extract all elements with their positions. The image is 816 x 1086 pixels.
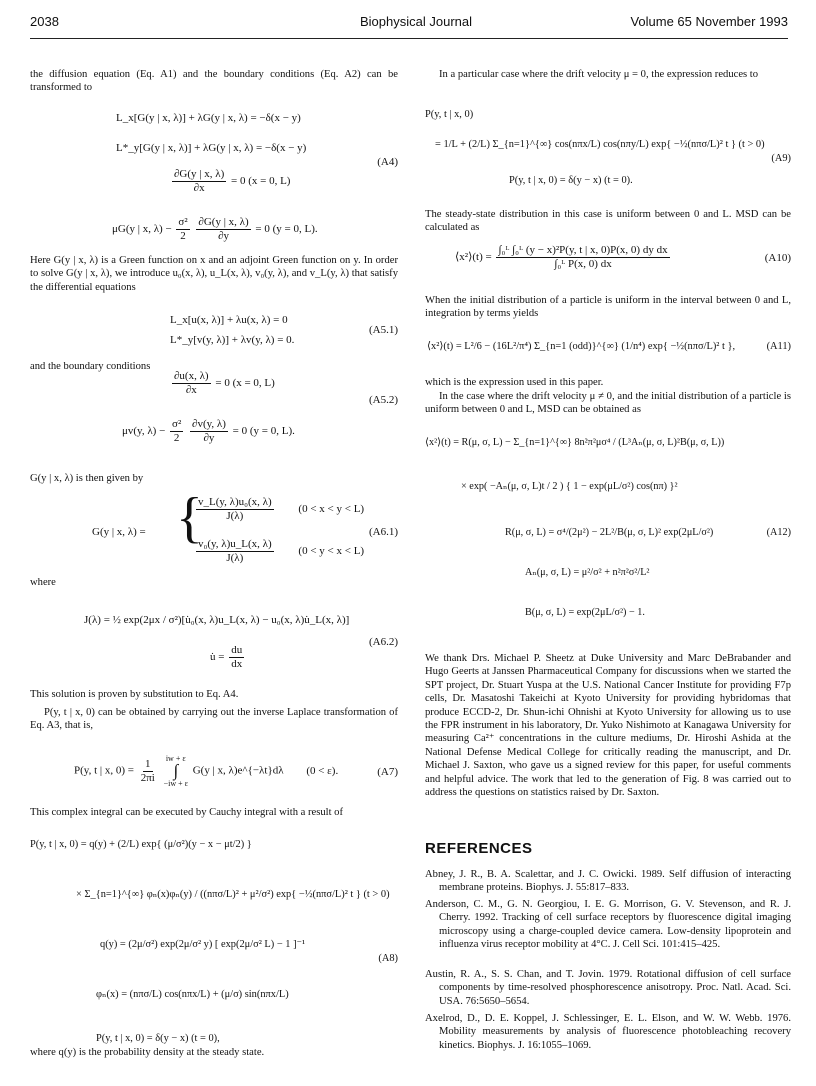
eq-a8-line1: P(y, t | x, 0) = q(y) + (2/L) exp{ (μ/σ²)(y − x − μt/2) } bbox=[30, 839, 252, 850]
eq-a52-line2: μv(y, λ) − $\frac{\text{σ²}}{2}$ $\frac{\partial v(y, \lambda)}{\partial y}$ = 0 (y = 0, L). bbox=[122, 418, 295, 444]
eq-a4-line1: L_x[G(y | x, λ)] + λG(y | x, λ) = −δ(x − y) bbox=[116, 112, 301, 124]
equation-a8 bbox=[30, 828, 398, 1068]
equation-a10 bbox=[425, 240, 791, 280]
cauchy-paragraph: This complex integral can be executed by Cauchy integral with a result of bbox=[30, 807, 343, 818]
eq-a8-line4: φₙ(x) = (nπσ/L) cos(nπx/L) + (μ/σ) sin(nπx/L) bbox=[96, 989, 289, 1000]
eq-a8-line2: × Σ_{n=1}^{∞} φₙ(x)φₙ(y) / ((nπσ/L)² + μ²/σ²) exp{ −½(nπσ/L)² t } (t > 0) bbox=[76, 889, 390, 900]
eq-a62-line1: J(λ) = ½ exp(2μx / σ²)[u̇₀(x, λ)u_L(x, λ) − u₀(x, λ)u̇_L(x, λ)] bbox=[84, 614, 350, 626]
where-paragraph: where bbox=[30, 577, 56, 588]
eq-a10-body: ⟨x²⟩(t) = $\frac{\text{∫₀ᴸ ∫₀ᴸ (y − x)²P(y, t | x, 0)P(x, 0) dy dx}}{\text{∫₀ᴸ P(x, 0) dx}}$ bbox=[455, 244, 668, 270]
eq-a51-line2: L*_y[v(y, λ)] + λv(y, λ) = 0. bbox=[170, 334, 295, 346]
uniform-paragraph: When the initial distribution of a particle is uniform in the interval between 0 and L, integration by terms yields bbox=[425, 295, 791, 320]
equation-a6-2 bbox=[30, 614, 398, 678]
reference-item: Anderson, C. M., G. N. Georgiou, I. E. G. Morrison, G. V. Stevenson, and R. J. Cherry. 1992. Tracking of cell surface receptors by fluorescence digital imaging microscopy using a charge-coupled device camera. Low-density lipoprotein and influenza virus receptor mobility at 4°C. J. Cell Sci. 101:415–425. bbox=[425, 899, 791, 951]
running-header bbox=[30, 14, 788, 34]
eq-a61-case1: $\frac{\text{v\_L(y, λ)u₀(x, λ)}}{J(\lambda)}$ (0 < x < y < L) bbox=[198, 496, 365, 522]
eq-a4-line2: L*_y[G(y | x, λ)] + λG(y | x, λ) = −δ(x − y) bbox=[116, 142, 307, 154]
equation-a6-1 bbox=[30, 487, 398, 582]
intro-paragraph: the diffusion equation (Eq. A1) and the boundary conditions (Eq. A2) can be transformed to bbox=[30, 69, 398, 94]
eq-a61-lhs: G(y | x, λ) = bbox=[92, 526, 146, 538]
eq-a4-number: (A4) bbox=[377, 156, 398, 168]
steady-distribution-paragraph: The steady-state distribution in this case is uniform between 0 and L. MSD can be calculated as bbox=[425, 209, 791, 234]
drift-paragraph: In a particular case where the drift velocity μ = 0, the expression reduces to bbox=[439, 69, 759, 80]
eq-a7-number: (A7) bbox=[377, 766, 398, 778]
eq-a11-line: ⟨x²⟩(t) = L²/6 − (16L²/π⁴) Σ_{n=1 (odd)}^{∞} (1/n⁴) exp{ −½(nπσ/L)² t }, bbox=[427, 341, 736, 352]
equation-a9 bbox=[425, 108, 791, 198]
eq-a9-line1: = 1/L + (2/L) Σ_{n=1}^{∞} cos(nπx/L) cos(nπy/L) exp{ −½(nπσ/L)² t } (t > 0) bbox=[435, 139, 765, 150]
eq-a10-number: (A10) bbox=[764, 252, 791, 264]
eq-a52-number: (A5.2) bbox=[368, 394, 398, 406]
journal-title: Biophysical Journal bbox=[360, 14, 473, 29]
eq-a8-number: (A8) bbox=[378, 953, 398, 964]
volume-info: Volume 65 November 1993 bbox=[630, 14, 788, 29]
equation-a5-2 bbox=[30, 370, 398, 460]
eq-a7-body: P(y, t | x, 0) = $\frac{1}{2\pi i}$ iw + ε ∫ −iw + ε G(y | x, λ)e^{−λt}dλ (0 < ε). bbox=[74, 754, 339, 788]
eq-a11-number: (A11) bbox=[766, 341, 791, 352]
eq-a51-number: (A5.1) bbox=[368, 324, 398, 336]
eq-a4-line3: $\frac{\partial G(y | x, \lambda)}{\partial x}$ = 0 (x = 0, L) bbox=[174, 168, 291, 194]
reference-item: Austin, R. A., S. S. Chan, and T. Jovin. 1979. Rotational diffusion of cell surface components by time-resolved phosphorescence anisotropy. Proc. Natl. Acad. Sci. USA. 76:5650–5654. bbox=[425, 969, 791, 1007]
eq-a62-line2: u̇ = $\frac{du}{dx}$ bbox=[210, 644, 243, 670]
eq-a9-line0: P(y, t | x, 0) bbox=[425, 109, 474, 120]
acknowledgment-paragraph: We thank Drs. Michael P. Sheetz at Duke University and Marc DeBrabander and Hugo Geerts at Janssen Pharmaceutical Company for discussions when we started the SPT project, Dr. Stuart Yuspa at the U.S. National Cancer Institute for providing F7p cells, Dr. Masatoshi Takeichi at Kyoto University for providing hybridomas that produce ECCD-2, Dr. Shun-ichi Ohnishi at Kyoto University for allowing us to use the FPR instrument in his laboratory, Dr. Yuko Nishimoto at Kanagawa University for measuring Ca²⁺ concentrations in the culture mediums, Dr. Hiroshi Ashida at the National Defense Medical College for critically reading the manuscript, and Dr. Michael J. Saxton, who gave us a signed review for this paper, for useful comments and helpful advice. The work that led to the generation of Fig. 8 was carried out to address the questions on statistics raised by Dr. Saxton. bbox=[425, 653, 791, 799]
eq-a51-line1: L_x[u(x, λ)] + λu(x, λ) = 0 bbox=[170, 314, 288, 326]
eq-a8-line3: q(y) = (2μ/σ²) exp(2μ/σ² y) [ exp(2μ/σ² L) − 1 ]⁻¹ bbox=[100, 939, 306, 950]
eq-a9-line2: P(y, t | x, 0) = δ(y − x) (t = 0). bbox=[509, 175, 633, 186]
eq-a12-line2: × exp( −Aₙ(μ, σ, L)t / 2 ) { 1 − exp(μL/σ²) cos(nπ) }² bbox=[461, 481, 678, 492]
used-paragraph: which is the expression used in this paper. bbox=[425, 377, 604, 388]
eq-a12-line3: R(μ, σ, L) = σ⁴/(2μ²) − 2L²/B(μ, σ, L)² exp(2μL/σ²) bbox=[505, 527, 714, 538]
given-paragraph: G(y | x, λ) is then given by bbox=[30, 473, 144, 484]
equation-a11 bbox=[425, 332, 791, 366]
eq-a8-line5: P(y, t | x, 0) = δ(y − x) (t = 0), bbox=[96, 1033, 220, 1044]
green-function-paragraph: Here G(y | x, λ) is a Green function on x and an adjoint Green function on y. In order to solve G(y | x, λ), we introduce u₀(x, λ), u_L(x, λ), v₀(y, λ), and v_L(y, λ) that satisfy the differential equations bbox=[30, 255, 398, 293]
boundary-paragraph: and the boundary conditions bbox=[30, 361, 151, 372]
steady-state-paragraph: where q(y) is the probability density at the steady state. bbox=[30, 1047, 265, 1058]
equation-a7 bbox=[30, 740, 398, 796]
equation-a4 bbox=[30, 112, 398, 272]
reference-item: Abney, J. R., B. A. Scalettar, and J. C. Owicki. 1989. Self diffusion of interacting membrane proteins. Biophys. J. 55:817–833. bbox=[425, 869, 791, 894]
eq-a52-line1: $\frac{\partial u(x, \lambda)}{\partial x}$ = 0 (x = 0, L) bbox=[174, 370, 275, 396]
eq-a62-number: (A6.2) bbox=[368, 636, 398, 648]
proven-paragraph: This solution is proven by substitution to Eq. A4. bbox=[30, 689, 239, 700]
eq-a61-case2: $\frac{\text{v₀(y, λ)u\_L(x, λ)}}{J(\lambda)}$ (0 < y < x < L) bbox=[198, 538, 365, 564]
references-heading: REFERENCES bbox=[425, 840, 533, 857]
nonzero-drift-paragraph: In the case where the drift velocity μ ≠ 0, and the initial distribution of a particle is uniform between 0 and L, MSD can be obtained as bbox=[425, 391, 791, 416]
eq-a12-line1: ⟨x²⟩(t) = R(μ, σ, L) − Σ_{n=1}^{∞} 8n²π²μσ⁴ / (L³Aₙ(μ, σ, L)²B(μ, σ, L)) bbox=[425, 437, 725, 448]
page-number: 2038 bbox=[30, 14, 59, 29]
eq-a12-line5: B(μ, σ, L) = exp(2μL/σ²) − 1. bbox=[525, 607, 645, 618]
eq-a61-brace: { bbox=[176, 487, 203, 549]
eq-a9-number: (A9) bbox=[771, 153, 791, 164]
eq-a61-number: (A6.1) bbox=[368, 526, 398, 538]
equation-a5-1 bbox=[30, 314, 398, 354]
inverse-laplace-paragraph: P(y, t | x, 0) can be obtained by carrying out the inverse Laplace transformation of Eq. A3, that is, bbox=[30, 707, 398, 732]
reference-item: Axelrod, D., D. E. Koppel, J. Schlessinger, E. L. Elson, and W. W. Webb. 1976. Mobility measurements by analysis of fluorescence photobleaching recovery kinetics. Biophys. J. 16:1055–1069. bbox=[425, 1013, 791, 1051]
eq-a12-number: (A12) bbox=[766, 527, 791, 538]
equation-a12 bbox=[425, 422, 791, 662]
eq-a4-line4: μG(y | x, λ) − $\frac{\text{σ²}}{2}$ $\frac{\partial G(y | x, \lambda)}{\partial y}$ = 0 (y = 0, L). bbox=[112, 216, 318, 242]
header-rule bbox=[30, 38, 788, 39]
eq-a12-line4: Aₙ(μ, σ, L) = μ²/σ² + n²π²σ²/L² bbox=[525, 567, 650, 578]
